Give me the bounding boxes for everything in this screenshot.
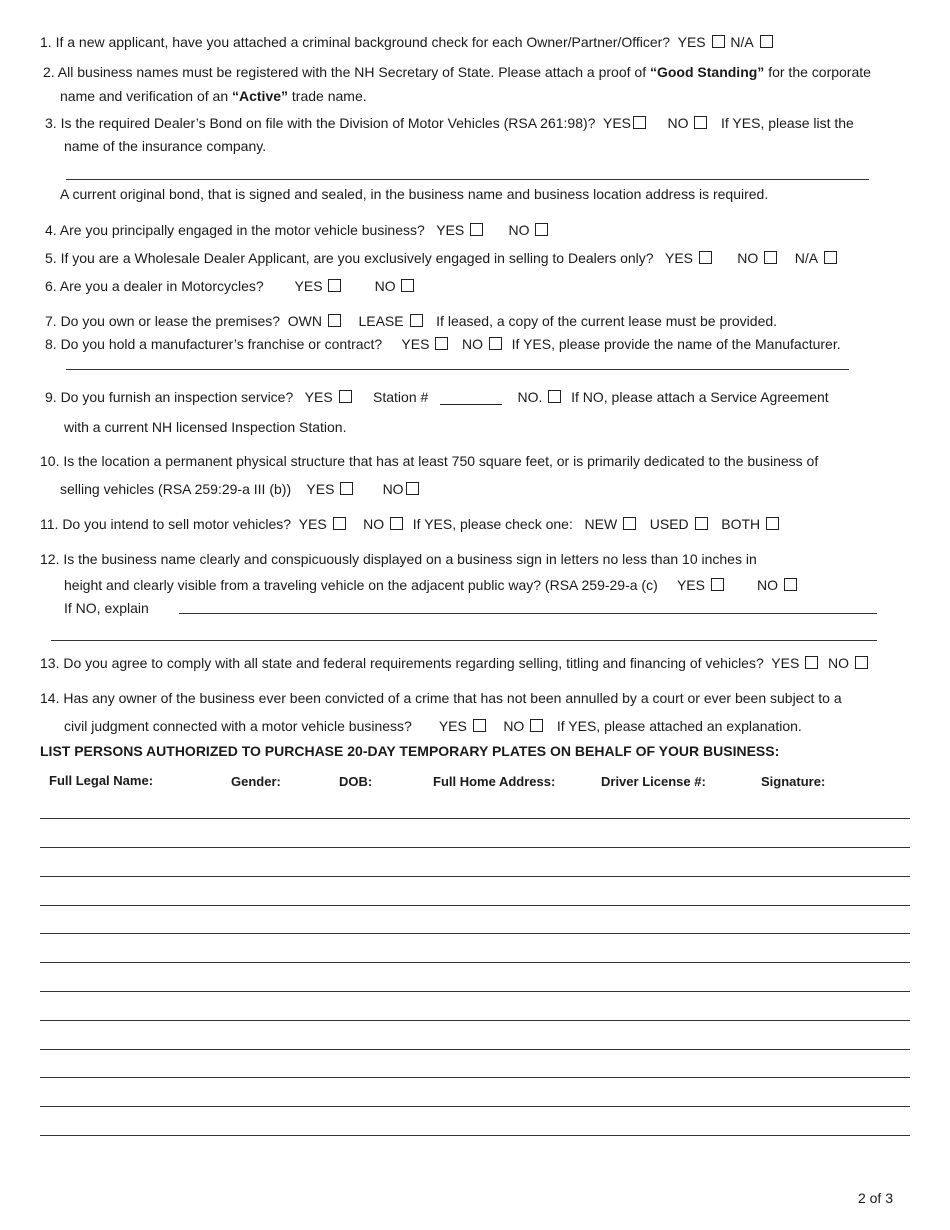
q7-own-checkbox[interactable] (328, 314, 341, 327)
q4-no-checkbox[interactable] (535, 223, 548, 236)
entry-row-line[interactable] (40, 1020, 910, 1021)
column-full-legal-name: Full Legal Name: (49, 773, 154, 788)
entry-row-line[interactable] (40, 876, 910, 877)
question-12-line1: 12. Is the business name clearly and conspicuously displayed on a business sign in letters no less than 10 inches in (40, 551, 757, 567)
q14-yes-checkbox[interactable] (473, 719, 486, 732)
station-number-field[interactable] (440, 392, 502, 405)
q13-yes-checkbox[interactable] (805, 656, 818, 669)
q11-used-checkbox[interactable] (695, 517, 708, 530)
column-gender: Gender: (231, 774, 281, 789)
authorized-persons-heading: LIST PERSONS AUTHORIZED TO PURCHASE 20-DAY TEMPORARY PLATES ON BEHALF OF YOUR BUSINESS: (40, 743, 780, 759)
q14-no-checkbox[interactable] (530, 719, 543, 732)
question-14-line2: civil judgment connected with a motor vehicle business? YES NO If YES, please attached an explanation. (64, 718, 802, 734)
entry-row-line[interactable] (40, 847, 910, 848)
q3-no-checkbox[interactable] (694, 116, 707, 129)
q10-yes-checkbox[interactable] (340, 482, 353, 495)
question-10-line1: 10. Is the location a permanent physical structure that has at least 750 square feet, or is primarily dedicated to the business of (40, 453, 819, 469)
question-14-line1: 14. Has any owner of the business ever been convicted of a crime that has not been annulled by a court or ever been subject to a (40, 690, 842, 706)
q5-no-checkbox[interactable] (764, 251, 777, 264)
column-signature: Signature: (761, 774, 826, 789)
question-12-explain-label: If NO, explain (64, 600, 149, 616)
q11-yes-checkbox[interactable] (333, 517, 346, 530)
manufacturer-field[interactable] (66, 369, 849, 370)
column-dob: DOB: (339, 774, 373, 789)
bond-note: A current original bond, that is signed and sealed, in the business name and business location address is required. (60, 186, 769, 202)
q10-no-checkbox[interactable] (406, 482, 419, 495)
question-5: 5. If you are a Wholesale Dealer Applicant, are you exclusively engaged in selling to Dealers only? YES NO N/A (45, 249, 839, 267)
question-7: 7. Do you own or lease the premises? OWN LEASE If leased, a copy of the current lease must be provided. (45, 313, 778, 329)
entry-row-line[interactable] (40, 818, 910, 819)
question-9: 9. Do you furnish an inspection service? YES Station # NO. If NO, please attach a Service Agreement (45, 389, 829, 405)
entry-row-line[interactable] (40, 1135, 910, 1136)
q6-yes-checkbox[interactable] (328, 279, 341, 292)
explain-field-line1[interactable] (179, 613, 877, 614)
q5-na-checkbox[interactable] (824, 251, 837, 264)
q12-yes-checkbox[interactable] (711, 578, 724, 591)
question-2-line2: name and verification of an “Active” trade name. (60, 88, 367, 104)
q11-both-checkbox[interactable] (766, 517, 779, 530)
question-4: 4. Are you principally engaged in the motor vehicle business? YES NO (45, 221, 550, 239)
entry-row-line[interactable] (40, 933, 910, 934)
q8-yes-checkbox[interactable] (435, 337, 448, 350)
q1-na-checkbox[interactable] (760, 35, 773, 48)
q8-no-checkbox[interactable] (489, 337, 502, 350)
question-13: 13. Do you agree to comply with all state and federal requirements regarding selling, titling and financing of vehicles? YES NO (40, 654, 870, 672)
entry-row-line[interactable] (40, 991, 910, 992)
question-2-line1: 2. All business names must be registered with the NH Secretary of State. Please attach a proof of “Good Standing” for the corporate (43, 64, 871, 80)
q4-yes-checkbox[interactable] (470, 223, 483, 236)
q3-yes-checkbox[interactable] (633, 116, 646, 129)
page-number: 2 of 3 (857, 1190, 893, 1206)
q11-no-checkbox[interactable] (390, 517, 403, 530)
column-driver-license: Driver License #: (601, 774, 706, 789)
insurance-company-field[interactable] (66, 179, 869, 180)
q12-no-checkbox[interactable] (784, 578, 797, 591)
q11-new-checkbox[interactable] (623, 517, 636, 530)
entry-row-line[interactable] (40, 1049, 910, 1050)
question-3-line2: name of the insurance company. (64, 138, 267, 154)
entry-row-line[interactable] (40, 905, 910, 906)
q13-no-checkbox[interactable] (855, 656, 868, 669)
question-6: 6. Are you a dealer in Motorcycles? YES NO (45, 277, 416, 295)
question-8: 8. Do you hold a manufacturer’s franchise or contract? YES NO If YES, please provide the name of the Manufacturer. (45, 336, 841, 352)
question-9-line2: with a current NH licensed Inspection Station. (64, 419, 347, 435)
q5-yes-checkbox[interactable] (699, 251, 712, 264)
question-11: 11. Do you intend to sell motor vehicles? YES NO If YES, please check one: NEW USED BOTH (40, 515, 781, 533)
explain-field-line2[interactable] (51, 640, 877, 641)
question-1: 1. If a new applicant, have you attached a criminal background check for each Owner/Partner/Officer? YES N/A (40, 33, 775, 51)
q9-no-checkbox[interactable] (548, 390, 561, 403)
q9-yes-checkbox[interactable] (339, 390, 352, 403)
question-12-line2: height and clearly visible from a traveling vehicle on the adjacent public way? (RSA 259-29-a (c) YES NO (64, 576, 799, 594)
question-3: 3. Is the required Dealer’s Bond on file with the Division of Motor Vehicles (RSA 261:98)? YES NO If YES, please list the (45, 115, 854, 131)
q1-yes-checkbox[interactable] (712, 35, 725, 48)
entry-row-line[interactable] (40, 1077, 910, 1078)
entry-row-line[interactable] (40, 962, 910, 963)
column-full-home-address: Full Home Address: (433, 774, 556, 789)
q7-lease-checkbox[interactable] (410, 314, 423, 327)
question-10-line2: selling vehicles (RSA 259:29-a III (b)) YES NO (60, 480, 421, 498)
entry-row-line[interactable] (40, 1106, 910, 1107)
q6-no-checkbox[interactable] (401, 279, 414, 292)
